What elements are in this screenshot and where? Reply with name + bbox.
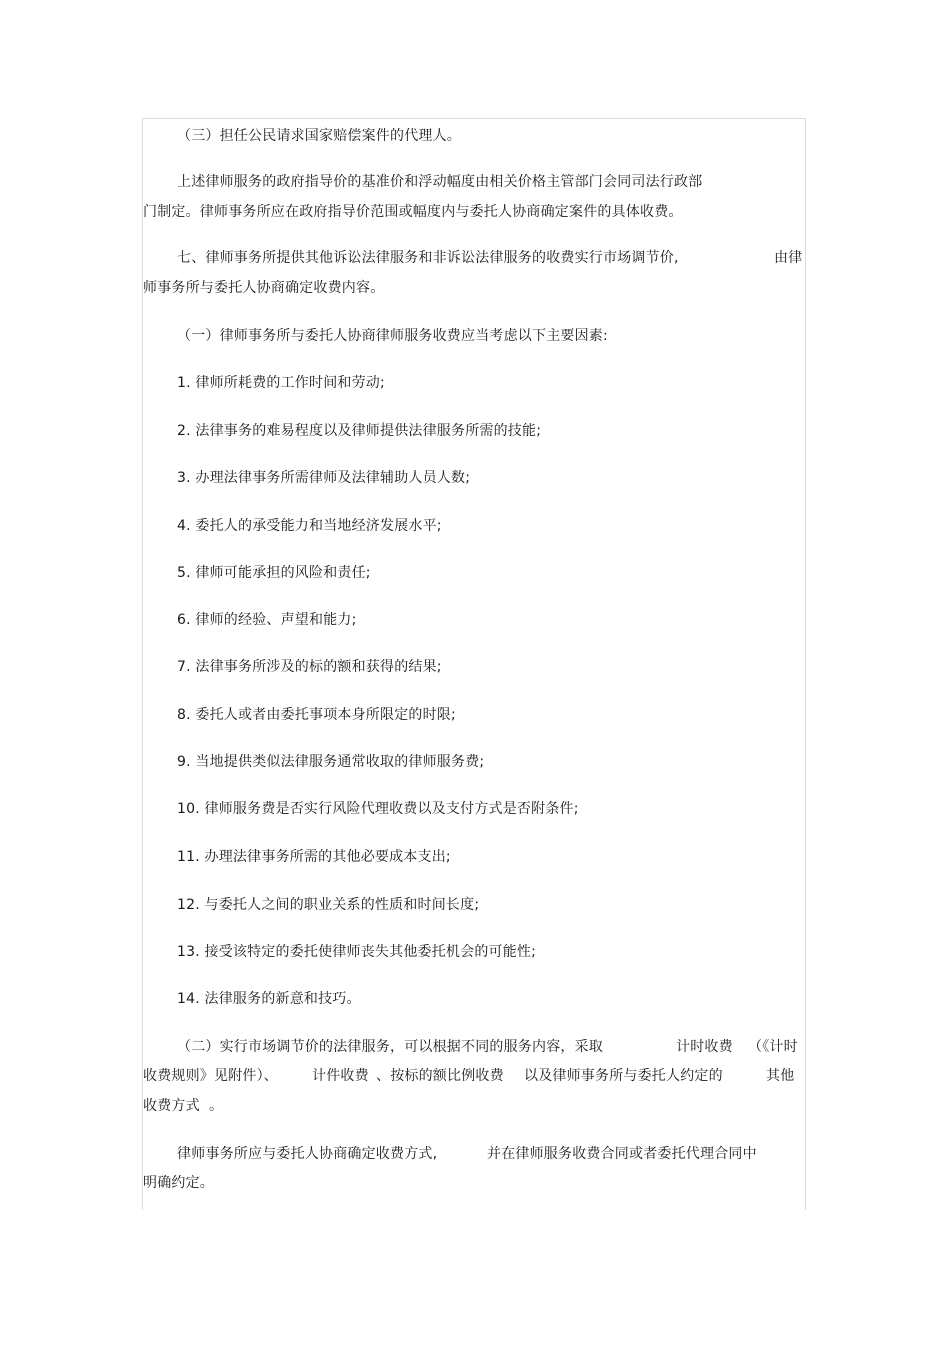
text-line: 其他 bbox=[766, 1068, 795, 1084]
list-item: 8. 委托人或者由委托事项本身所限定的时限; bbox=[177, 707, 456, 723]
list-item: 10. 律师服务费是否实行风险代理收费以及支付方式是否附条件; bbox=[177, 801, 579, 817]
list-item: 1. 律师所耗费的工作时间和劳动; bbox=[177, 375, 385, 391]
text-line: 收费方式 bbox=[143, 1098, 200, 1114]
list-item: 3. 办理法律事务所需律师及法律辅助人员人数; bbox=[177, 470, 471, 486]
text-line: 七、律师事务所提供其他诉讼法律服务和非诉讼法律服务的收费实行市场调节价, bbox=[177, 250, 679, 266]
text-line: 由律 bbox=[774, 250, 803, 266]
list-item: 9. 当地提供类似法律服务通常收取的律师服务费; bbox=[177, 754, 485, 770]
text-line: 上述律师服务的政府指导价的基准价和浮动幅度由相关价格主管部门会同司法行政部 bbox=[177, 174, 703, 190]
text-line: 门制定。律师事务所应在政府指导价范围或幅度内与委托人协商确定案件的具体收费。 bbox=[143, 204, 683, 220]
list-item: 5. 律师可能承担的风险和责任; bbox=[177, 565, 371, 581]
list-item: 4. 委托人的承受能力和当地经济发展水平; bbox=[177, 518, 442, 534]
list-item: 13. 接受该特定的委托使律师丧失其他委托机会的可能性; bbox=[177, 944, 537, 960]
text-line: （三）担任公民请求国家赔偿案件的代理人。 bbox=[177, 128, 461, 144]
text-line: （二）实行市场调节价的法律服务，可以根据不同的服务内容，采取 bbox=[177, 1039, 603, 1055]
text-line: 收费规则》见附件）、 bbox=[143, 1068, 278, 1084]
text-line: 计件收费 bbox=[312, 1068, 369, 1084]
text-line: （《计时 bbox=[748, 1039, 798, 1055]
text-line: 以及律师事务所与委托人约定的 bbox=[524, 1068, 723, 1084]
text-line: 、按标的额比例收费 bbox=[376, 1068, 504, 1084]
text-line: （一）律师事务所与委托人协商律师服务收费应当考虑以下主要因素: bbox=[177, 328, 608, 344]
text-line: 师事务所与委托人协商确定收费内容。 bbox=[143, 280, 385, 296]
text-line: 。 bbox=[209, 1098, 224, 1114]
list-item: 2. 法律事务的难易程度以及律师提供法律服务所需的技能; bbox=[177, 423, 542, 439]
text-line: 律师事务所应与委托人协商确定收费方式, bbox=[177, 1146, 438, 1162]
text-line: 计时收费 bbox=[676, 1039, 733, 1055]
text-line: 明确约定。 bbox=[143, 1175, 214, 1191]
list-item: 7. 法律事务所涉及的标的额和获得的结果; bbox=[177, 659, 442, 675]
list-item: 14. 法律服务的新意和技巧。 bbox=[177, 991, 361, 1007]
text-line: 并在律师服务收费合同或者委托代理合同中 bbox=[487, 1146, 757, 1162]
list-item: 6. 律师的经验、声望和能力; bbox=[177, 612, 357, 628]
list-item: 11. 办理法律事务所需的其他必要成本支出; bbox=[177, 849, 451, 865]
list-item: 12. 与委托人之间的职业关系的性质和时间长度; bbox=[177, 897, 480, 913]
